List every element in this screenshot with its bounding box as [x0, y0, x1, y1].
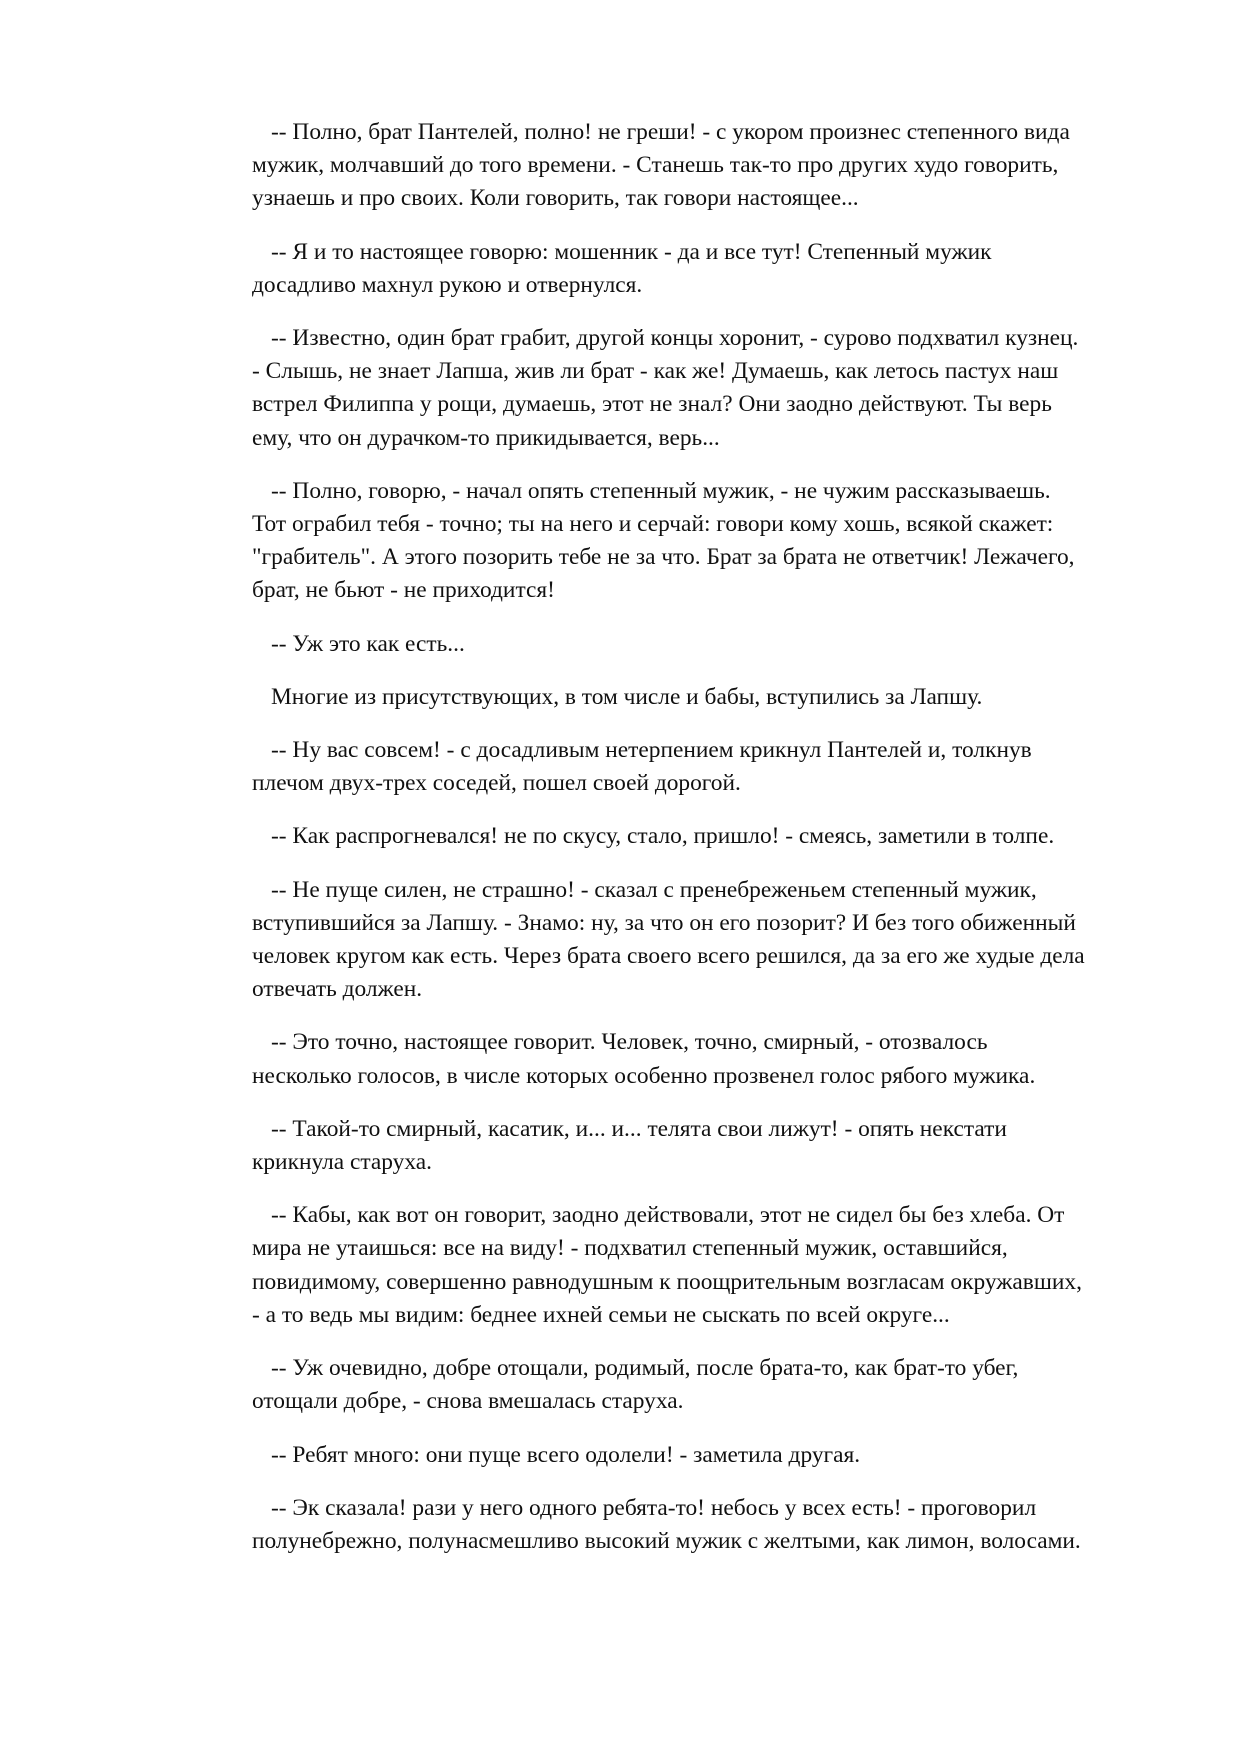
text-line: -- Я и то настоящее говорю: мошенник - да и все тут! Степенный мужик — [271, 238, 992, 265]
paragraph-13 — [252, 1352, 1157, 1418]
text-line: -- Полно, говорю, - начал опять степенный мужик, - не чужим рассказываешь. — [271, 477, 1051, 504]
text-line: брат, не бьют - не приходится! — [252, 577, 555, 604]
paragraph-8 — [252, 820, 1157, 853]
text-line: -- Это точно, настоящее говорит. Человек, точно, смирный, - отозвалось — [271, 1029, 988, 1056]
text-line: полунебрежно, полунасмешливо высокий мужик с желтыми, как лимон, волосами. — [252, 1527, 1081, 1554]
text-line: -- Кабы, как вот он говорит, заодно действовали, этот не сидел бы без хлеба. От — [271, 1202, 1065, 1229]
paragraph-2 — [252, 236, 1157, 302]
text-line: -- Ребят много: они пуще всего одолели! - заметила другая. — [271, 1441, 861, 1468]
paragraph-10 — [252, 1026, 1157, 1092]
text-line: - а то ведь мы видим: беднее ихней семьи не сыскать по всей округе... — [252, 1301, 950, 1328]
text-line: -- Уж это как есть... — [271, 630, 465, 657]
text-line: мира не утаишься: все на виду! - подхватил степенный мужик, оставшийся, — [252, 1235, 1008, 1262]
text-line: крикнула старуха. — [252, 1149, 432, 1176]
text-line: -- Такой-то смирный, касатик, и... и... телята свои лижут! - опять некстати — [271, 1115, 1007, 1142]
paragraph-11 — [252, 1113, 1157, 1179]
text-line: -- Полно, брат Пантелей, полно! не греши! - с укором произнес степенного вида — [271, 119, 1070, 145]
paragraph-9 — [252, 874, 1157, 1007]
text-line: плечом двух-трех соседей, пошел своей дорогой. — [252, 770, 741, 797]
text-line: Тот ограбил тебя - точно; ты на него и серчай: говори кому хошь, всякой скажет: — [252, 511, 1054, 538]
text-line: человек кругом как есть. Через брата своего всего решился, да за его же худые дела — [252, 943, 1085, 970]
text-line: ему, что он дурачком-то прикидывается, верь... — [252, 424, 720, 451]
paragraph-4 — [252, 475, 1157, 608]
text-line: "грабитель". А этого позорить тебе не за что. Брат за брата не ответчик! Лежачего, — [252, 544, 1075, 571]
text-line: -- Известно, один брат грабит, другой концы хоронит, - сурово подхватил кузнец. — [271, 325, 1079, 352]
paragraph-5 — [252, 628, 1157, 661]
paragraph-6 — [252, 681, 1157, 714]
text-line: мужик, молчавший до того времени. - Станешь так-то про других худо говорить, — [252, 152, 1059, 179]
text-line: -- Как распрогневался! не по скусу, стало, пришло! - смеясь, заметили в толпе. — [271, 823, 1055, 850]
text-line: несколько голосов, в числе которых особенно прозвенел голос рябого мужика. — [252, 1062, 1036, 1089]
text-line: -- Не пуще силен, не страшно! - сказал с пренебреженьем степенный мужик, — [271, 876, 1037, 903]
document-page — [252, 116, 1157, 1578]
paragraph-3 — [252, 322, 1157, 455]
paragraph-12 — [252, 1199, 1157, 1332]
text-line: узнаешь и про своих. Коли говорить, так говори настоящее... — [252, 185, 859, 212]
text-line: Многие из присутствующих, в том числе и бабы, вступились за Лапшу. — [271, 683, 983, 710]
paragraph-15 — [252, 1492, 1157, 1558]
text-line: повидимому, совершенно равнодушным к поощрительным возгласам окружавших, — [252, 1268, 1082, 1295]
text-line: -- Уж очевидно, добре отощали, родимый, после брата-то, как брат-то убег, — [271, 1355, 1019, 1382]
text-line: -- Ну вас совсем! - с досадливым нетерпением крикнул Пантелей и, толкнув — [271, 737, 1032, 764]
text-line: досадливо махнул рукою и отвернулся. — [252, 271, 643, 298]
paragraph-1 — [252, 116, 1157, 216]
paragraph-7 — [252, 734, 1157, 800]
text-line: - Слышь, не знает Лапша, жив ли брат - как же! Думаешь, как летось пастух наш — [252, 358, 1059, 385]
text-line: -- Эк сказала! рази у него одного ребята-то! небось у всех есть! - проговорил — [271, 1494, 1037, 1521]
text-line: отощали добре, - снова вмешалась старуха. — [252, 1388, 684, 1415]
text-line: отвечать должен. — [252, 976, 423, 1003]
paragraph-14 — [252, 1439, 1157, 1472]
text-line: вступившийся за Лапшу. - Знамо: ну, за что он его позорит? И без того обиженный — [252, 909, 1076, 936]
text-line: встрел Филиппа у рощи, думаешь, этот не знал? Они заодно действуют. Ты верь — [252, 391, 1052, 418]
